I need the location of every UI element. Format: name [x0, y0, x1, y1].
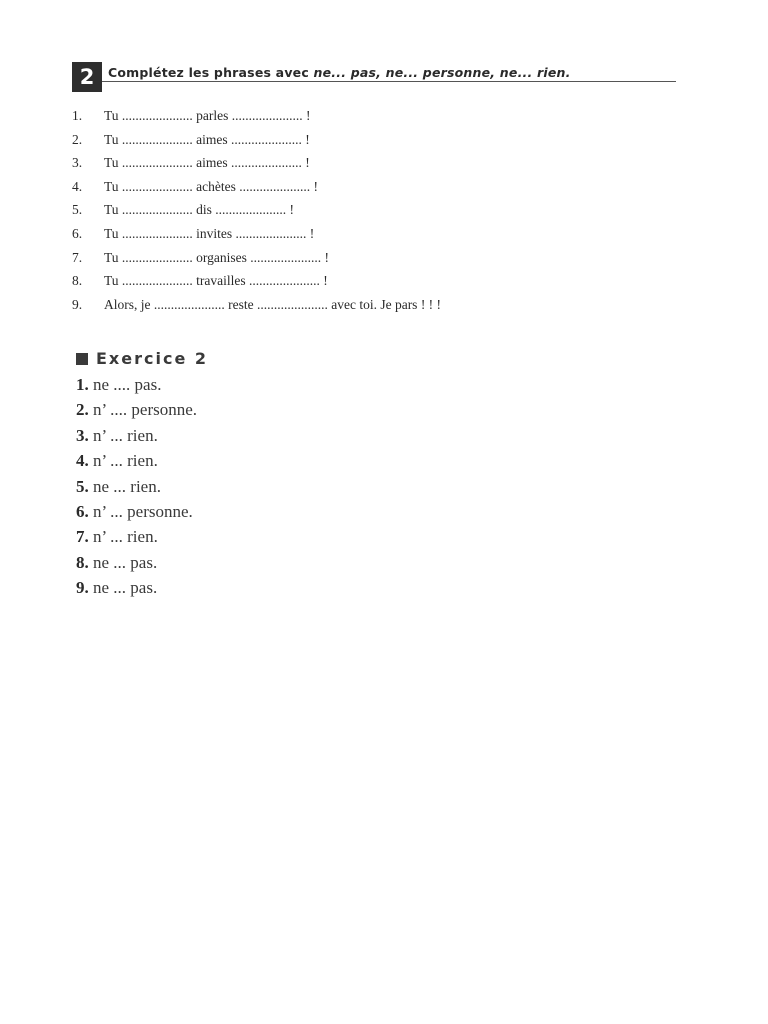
exercise-item-number: 7.	[72, 249, 83, 265]
answer-key	[76, 346, 208, 601]
answer-item-number: 3.	[76, 425, 89, 445]
exercise-item	[72, 295, 441, 319]
exercise-item-number: 8.	[72, 273, 83, 289]
answer-item	[76, 499, 208, 524]
instruction-markers: ne... pas, ne... personne, ne... rien.	[313, 65, 571, 80]
exercise-item	[72, 153, 441, 177]
answer-item-number: 4.	[76, 451, 89, 471]
exercise-item-text: Tu ..................... aimes ..................... !	[104, 155, 310, 171]
answer-list	[76, 372, 208, 601]
answer-item-text: n’ ... rien.	[93, 527, 158, 547]
answer-item	[76, 397, 208, 422]
exercise-item-number: 9.	[72, 296, 83, 312]
answer-item-text: ne ... rien.	[93, 476, 161, 496]
answer-key-title	[76, 346, 208, 372]
answer-item-number: 5.	[76, 476, 89, 496]
exercise-item	[72, 248, 441, 272]
exercise-item-number: 3.	[72, 155, 83, 171]
exercise-item-text: Alors, je ..................... reste ..................... avec toi. Je pars ! ! !	[104, 296, 442, 312]
answer-item-number: 6.	[76, 501, 89, 521]
exercise-item-text: Tu ..................... parles ..................... !	[104, 108, 311, 123]
exercise-item	[72, 271, 441, 295]
exercise-header	[72, 62, 676, 94]
answer-item	[76, 524, 208, 549]
exercise-list	[72, 106, 441, 318]
exercise-item-text: Tu ..................... organises ..................... !	[104, 249, 330, 265]
exercise-item	[72, 177, 441, 201]
instruction-prefix: Complétez les phrases avec	[108, 65, 309, 80]
header-rule	[102, 81, 676, 82]
exercise-item	[72, 106, 441, 130]
answer-item	[76, 575, 208, 600]
exercise-item	[72, 130, 441, 154]
answer-item	[76, 474, 208, 499]
answer-item-number: 7.	[76, 527, 89, 547]
exercise-item	[72, 224, 441, 248]
answer-item-text: ne ... pas.	[93, 552, 158, 572]
answer-item	[76, 372, 208, 397]
answer-item-number: 2.	[76, 400, 89, 420]
answer-item-text: ne ... pas.	[93, 578, 158, 598]
exercise-item-number: 6.	[72, 225, 83, 241]
exercise-instruction	[108, 65, 571, 80]
exercise-item-number: 4.	[72, 178, 83, 194]
exercise-item-text: Tu ..................... dis ..................... !	[104, 202, 295, 218]
answer-item	[76, 448, 208, 473]
answer-item-text: n’ ... rien.	[93, 451, 158, 471]
exercise-item-text: Tu ..................... achètes ..................... !	[104, 178, 318, 194]
answer-item-text: ne .... pas.	[93, 375, 162, 394]
answer-item	[76, 550, 208, 575]
exercise-item-text: Tu ..................... travailles ..................... !	[104, 273, 328, 289]
exercise-item-number: 1.	[72, 108, 83, 123]
exercise-item	[72, 200, 441, 224]
exercise-item-number: 5.	[72, 202, 83, 218]
exercise-number-badge: 2	[72, 62, 102, 92]
answer-key-title-text: Exercice 2	[96, 349, 208, 368]
answer-item-number: 9.	[76, 578, 89, 598]
answer-item-number: 1.	[76, 375, 89, 394]
exercise-item-text: Tu ..................... invites ..................... !	[104, 225, 315, 241]
exercise-item-number: 2.	[72, 131, 83, 147]
answer-item-text: n’ ... personne.	[93, 501, 193, 521]
answer-item-text: n’ .... personne.	[93, 400, 198, 420]
answer-item-text: n’ ... rien.	[93, 425, 158, 445]
exercise-item-text: Tu ..................... aimes ..................... !	[104, 131, 310, 147]
answer-item	[76, 423, 208, 448]
answer-item-number: 8.	[76, 552, 89, 572]
square-bullet-icon	[76, 353, 88, 365]
